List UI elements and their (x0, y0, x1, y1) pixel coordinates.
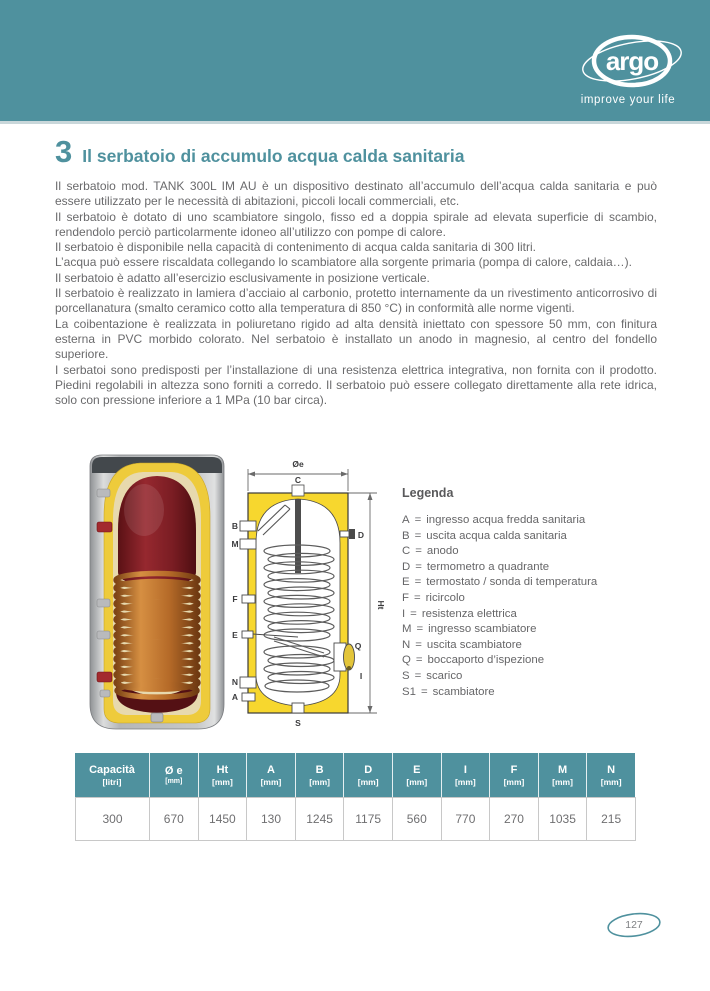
argo-logo (578, 30, 686, 94)
table-header-row (75, 753, 635, 797)
body-text (55, 179, 657, 408)
port-label-c: C (294, 475, 302, 485)
legend-item: I = resistenza elettrica (402, 607, 517, 620)
body-paragraph: Il serbatoio mod. TANK 300L IM AU è un dispositivo destinato all’accumulo dell’acqua calda sanitaria e può essere utilizzato per le necessità di abitazioni, piccoli locali commerciali, etc. (55, 179, 657, 209)
body-paragraph: L’acqua può essere riscaldata collegando lo scambiatore alla sorgente primaria (pompa di calore, caldaia…). (55, 255, 632, 270)
legend-item: S = scarico (402, 669, 463, 682)
table-cell: 1175 (344, 797, 393, 841)
page-number-badge (604, 908, 664, 942)
port-label-f: F (232, 594, 238, 604)
legend-item: E = termostato / sonda di temperatura (402, 576, 598, 589)
table-col-header: I [mm] (441, 753, 490, 797)
table-col-header: B [mm] (295, 753, 344, 797)
port-label-m: M (231, 539, 239, 549)
table-col-header: D [mm] (343, 753, 392, 797)
diameter-dimension-label: Øe (292, 459, 304, 469)
table-cell: 770 (442, 797, 491, 841)
legend-title: Legenda (402, 486, 454, 500)
table-cell: 1245 (296, 797, 345, 841)
legend-list (402, 513, 642, 700)
section-number: 3 (55, 134, 73, 169)
port-label-e: E (232, 630, 238, 640)
table-row (75, 797, 635, 841)
body-paragraph: Il serbatoio è adatto all’esercizio esclusivamente in posizione verticale. (55, 270, 430, 285)
tank-cutaway-illustration (88, 452, 226, 732)
table-cell: 270 (490, 797, 539, 841)
legend-item: B = uscita acqua calda sanitaria (402, 529, 567, 542)
table-cell: 130 (247, 797, 296, 841)
tank-schematic (228, 447, 400, 739)
table-cell: 215 (587, 797, 636, 841)
tank-fitting-icon (97, 489, 110, 497)
port-label-i: I (359, 671, 363, 681)
table-cell: 300 (76, 797, 150, 841)
brand-tagline: improve your life (580, 94, 676, 106)
tank-fitting-icon (100, 690, 110, 697)
body-paragraph: La coibentazione è realizzata in poliuretano rigido ad alta densità iniettato con spessore 50 mm, con finitura esterna in PVC morbido colorato. Nel serbatoio è installato un anodo in magnesio, al centro del fondello superiore. (55, 316, 657, 362)
table-col-header: A [mm] (246, 753, 295, 797)
port-label-n: N (231, 677, 239, 687)
table-col-header: M [mm] (538, 753, 587, 797)
argo-logo-text: argo (605, 46, 659, 76)
legend-item: C = anodo (402, 545, 459, 558)
height-dimension-label: Ht (376, 600, 386, 610)
legend-item: M = ingresso scambiatore (402, 623, 537, 636)
tank-fitting-icon (151, 713, 163, 722)
port-label-s: S (295, 718, 301, 728)
port-label-a: A (231, 692, 239, 702)
body-paragraph: Il serbatoio è dotato di uno scambiatore singolo, fisso ed a doppia spirale ad elevata superficie di scambio, rendendolo perciò particolarmente idoneo all’utilizzo con pompe di calore. (55, 209, 657, 239)
tank-fitting-icon (97, 631, 110, 639)
port-label-b: B (231, 521, 239, 531)
table-cell: 560 (393, 797, 442, 841)
tank-fitting-icon (97, 672, 112, 682)
table-col-header: Ø e [mm] (149, 753, 198, 797)
table-col-header: Ht [mm] (198, 753, 247, 797)
table-col-header: Capacità [litri] (75, 753, 149, 797)
table-col-header: E [mm] (392, 753, 441, 797)
table-cell: 670 (150, 797, 199, 841)
table-col-header: N [mm] (586, 753, 635, 797)
header-band (0, 0, 710, 124)
legend-item: N = uscita scambiatore (402, 638, 522, 651)
tank-fitting-icon (97, 599, 110, 607)
page-number: 127 (625, 919, 643, 931)
table-cell: 1450 (199, 797, 248, 841)
port-label-d: D (357, 530, 365, 540)
section-title (55, 136, 464, 167)
dimensions-table (75, 753, 635, 841)
tank-fitting-icon (97, 522, 112, 532)
legend-item: D = termometro a quadrante (402, 560, 550, 573)
port-label-q: Q (354, 641, 362, 651)
body-paragraph: I serbatoi sono predisposti per l’installazione di una resistenza elettrica integrativa, non fornita con il prodotto. Piedini regolabili in altezza sono forniti a corredo. Il serbatoio può essere collegato direttamente alla rete idrica, solo con pressione inferiore a 1 MPa (10 bar circa). (55, 362, 657, 408)
legend-item: S1 = scambiatore (402, 685, 495, 698)
legend-item: A = ingresso acqua fredda sanitaria (402, 514, 586, 526)
body-paragraph: Il serbatoio è disponibile nella capacità di contenimento di acqua calda sanitaria di 300 litri. (55, 240, 536, 255)
legend (402, 486, 642, 700)
legend-item: F = ricircolo (402, 591, 465, 604)
table-col-header: F [mm] (489, 753, 538, 797)
section-heading: Il serbatoio di accumulo acqua calda sanitaria (82, 146, 465, 166)
table-cell: 1035 (539, 797, 588, 841)
legend-item: Q = boccaporto d’ispezione (402, 654, 545, 667)
body-paragraph: Il serbatoio è realizzato in lamiera d’acciaio al carbonio, protetto internamente da un rivestimento anticorrosivo di porcellanatura (smalto ceramico cotto alla temperatura di 850 °C) in conformità alle norme vigenti. (55, 286, 657, 316)
